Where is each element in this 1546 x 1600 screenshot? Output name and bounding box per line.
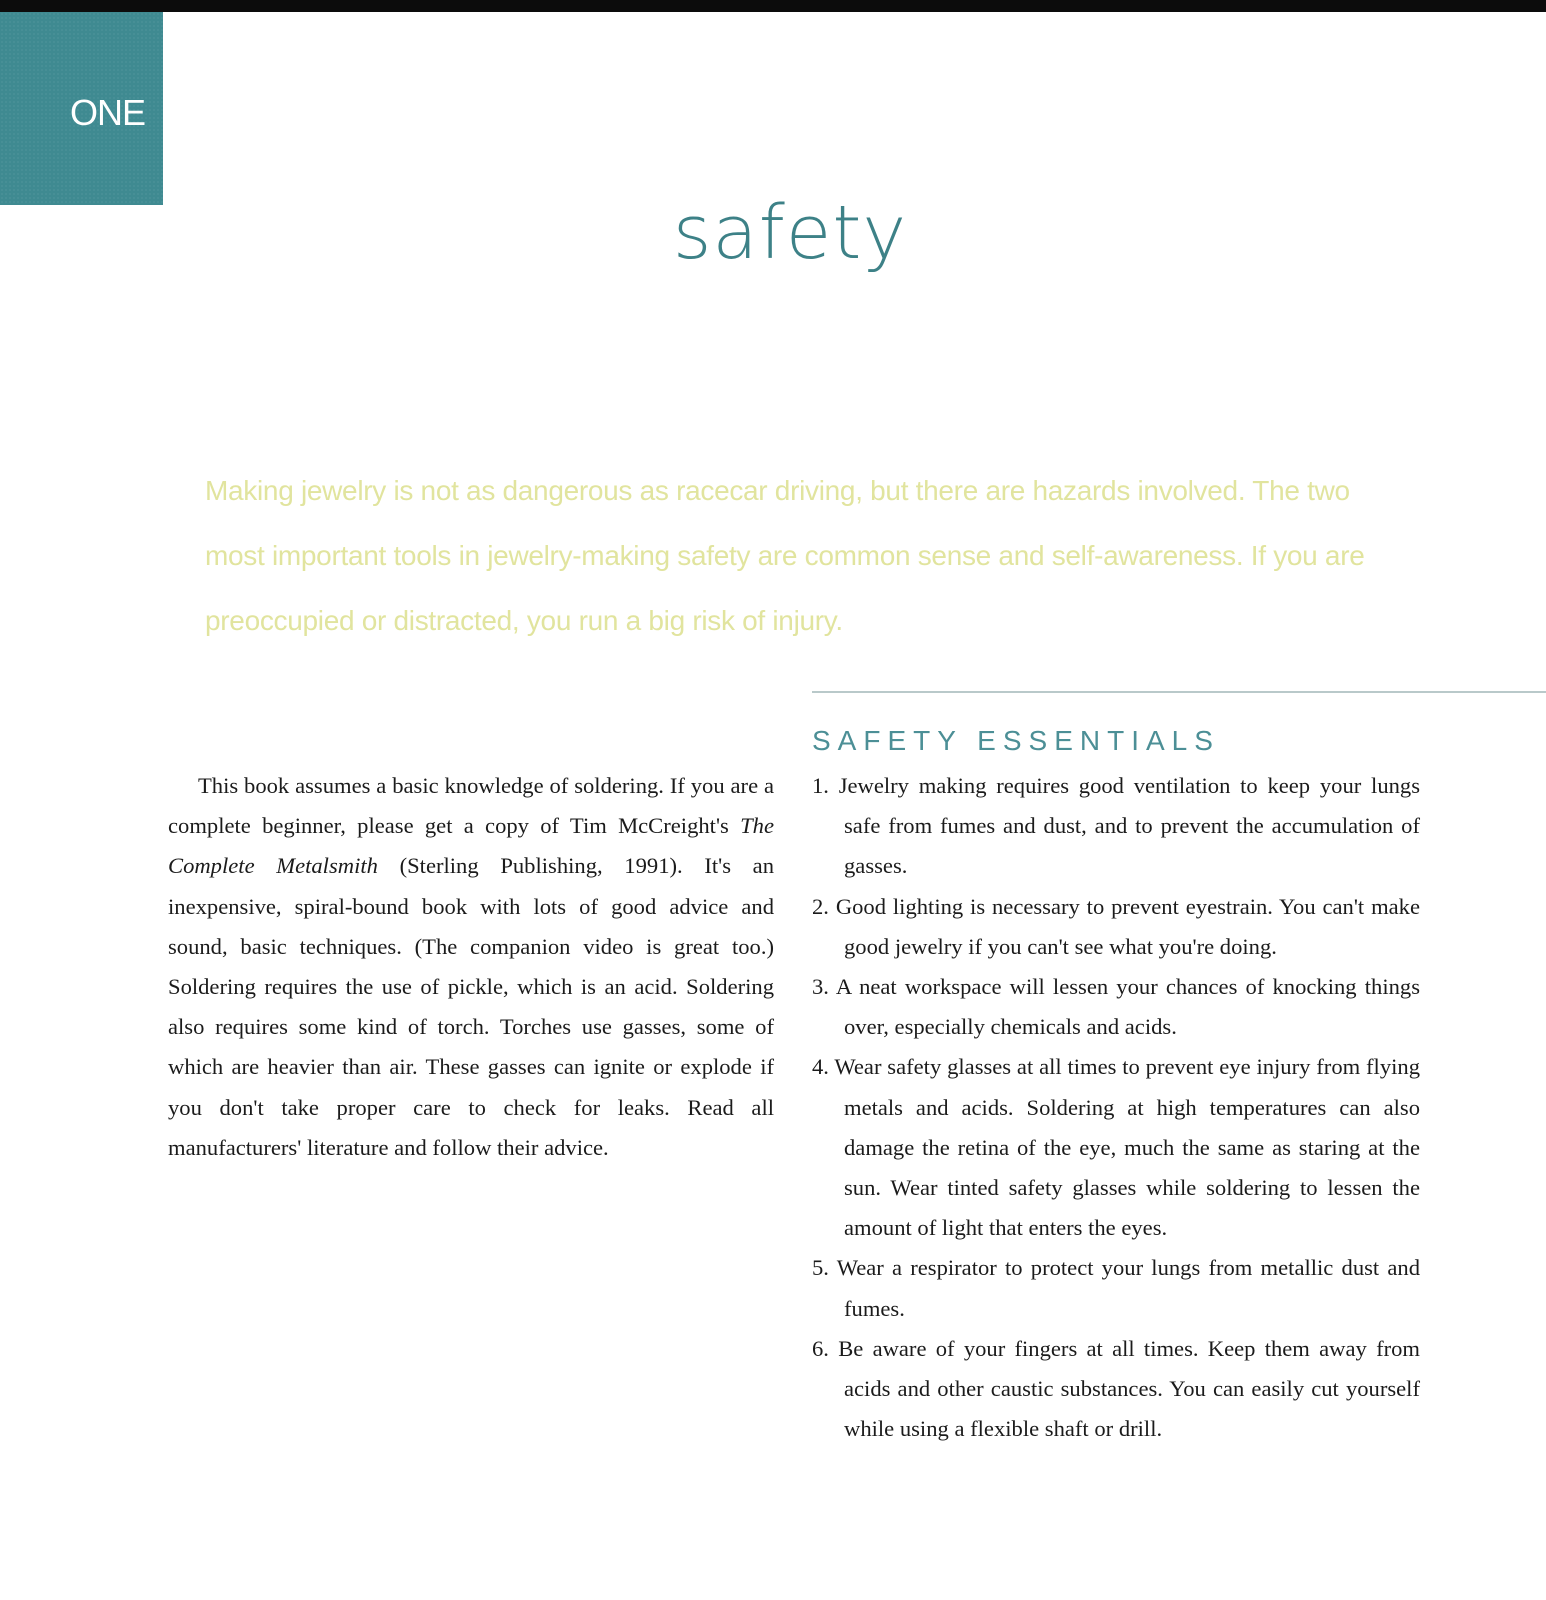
list-item: 5. Wear a respirator to protect your lungs from metallic dust and fumes. — [812, 1255, 1420, 1321]
list-item: 2. Good lighting is necessary to prevent eyestrain. You can't make good jewelry if you can't see what you're doing. — [812, 893, 1420, 959]
list-item: 3. A neat workspace will lessen your chances of knocking things over, especially chemicals and acids. — [812, 974, 1420, 1040]
chapter-tab — [0, 12, 163, 205]
safety-essentials-list — [812, 766, 1420, 1449]
chapter-label: ONE — [70, 92, 146, 133]
list-item: 4. Wear safety glasses at all times to prevent eye injury from flying metals and acids. Soldering at high temperatures can also damage the retina of the eye, much the same as staring at the sun. Wear tinted safety glasses while soldering to lessen the amount of light that enters the eyes. — [812, 1054, 1420, 1241]
page-title: safety — [672, 190, 908, 276]
list-item: 6. Be aware of your fingers at all times. Keep them away from acids and other caustic substances. You can easily cut yourself while using a flexible shaft or drill. — [812, 1335, 1420, 1442]
body-paragraph — [168, 766, 774, 1168]
safety-essentials-heading: SAFETY ESSENTIALS — [812, 725, 1220, 756]
list-item: 1. Jewelry making requires good ventilation to keep your lungs safe from fumes and dust, and to prevent the accumulation of gasses. — [812, 773, 1420, 879]
section-divider — [812, 691, 1546, 693]
book-title: The Complete Metalsmith — [168, 813, 774, 879]
top-edge-bar — [0, 0, 1546, 12]
body-text-part1: This book assumes a basic knowledge of soldering. If you are a complete beginner, please get a copy of Tim McCreight's — [168, 773, 774, 839]
intro-paragraph: Making jewelry is not as dangerous as racecar driving, but there are hazards involved. The two most important tools in jewelry-making safety are common sense and self-awareness. If you are preoccupied or distracted, you run a big risk of injury. — [205, 475, 1365, 636]
body-text-part2: (Sterling Publishing, 1991). It's an inexpensive, spiral-bound book with lots of good advice and sound, basic techniques. (The companion video is great too.) Soldering requires the use of pickle, which is an acid. Soldering also requires some kind of torch. Torches use gasses, some of which are heavier than air. These gasses can ignite or explode if you don't take proper care to check for leaks. Read all manufacturers' literature and follow their advice. — [168, 853, 774, 1160]
